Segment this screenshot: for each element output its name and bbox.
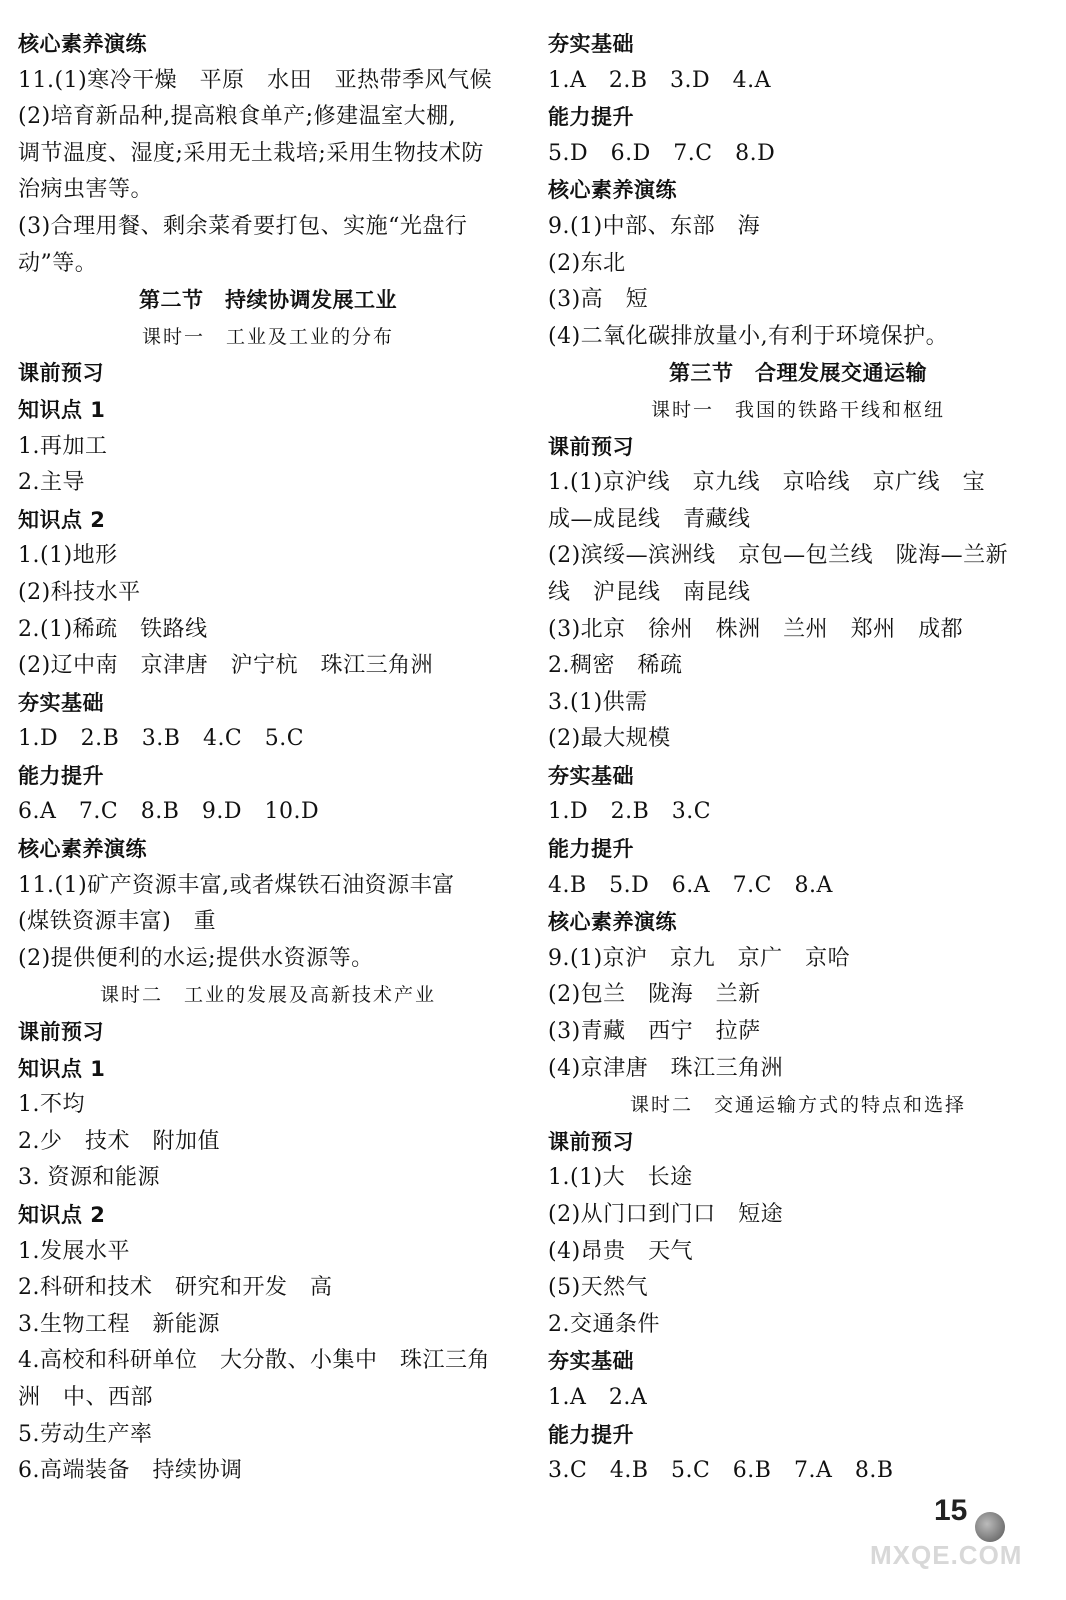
answer-line: (3)高 短	[548, 287, 649, 313]
section-heading: 核心素养演练	[548, 910, 677, 935]
answer-line: (2)包兰 陇海 兰新	[548, 982, 761, 1008]
section-heading: 能力提升	[548, 837, 634, 862]
answer-line: 6.高端装备 持续协调	[18, 1458, 243, 1484]
answer-line: 9.(1)中部、东部 海	[548, 213, 761, 239]
section-heading: 课前预习	[18, 1020, 104, 1045]
chapter-title: 第三节 合理发展交通运输	[669, 361, 927, 386]
watermark: MXQE.COM	[870, 1540, 1023, 1570]
answer-line: (2)滨绥—滨洲线 京包—包兰线 陇海—兰新	[548, 543, 1009, 569]
answer-line: 调节温度、湿度;采用无土栽培;采用生物技术防	[18, 140, 484, 166]
answer-line: 2.交通条件	[548, 1311, 660, 1337]
answer-line: 11.(1)矿产资源丰富,或者煤铁石油资源丰富	[18, 872, 455, 898]
answer-line: 2.少 技术 附加值	[18, 1128, 220, 1154]
section-heading: 核心素养演练	[18, 837, 147, 862]
answer-line: 2.科研和技术 研究和开发 高	[18, 1275, 333, 1301]
answer-line: 3.C 4.B 5.C 6.B 7.A 8.B	[548, 1458, 894, 1484]
answer-line: (煤铁资源丰富) 重	[18, 909, 217, 935]
answer-line: 1.A 2.B 3.D 4.A	[548, 67, 772, 93]
section-heading: 能力提升	[548, 1422, 634, 1447]
answer-line: (3)合理用餐、剩余菜肴要打包、实施“光盘行	[18, 213, 468, 239]
answer-line: (2)辽中南 京津唐 沪宁杭 珠江三角洲	[18, 653, 434, 679]
section-heading: 核心素养演练	[548, 178, 677, 203]
answer-line: (5)天然气	[548, 1275, 649, 1301]
answer-line: (2)东北	[548, 250, 626, 276]
lesson-title: 课时二 工业的发展及高新技术产业	[99, 984, 436, 1007]
section-heading: 夯实基础	[18, 690, 104, 715]
answer-line: 1.(1)京沪线 京九线 京哈线 京广线 宝	[548, 470, 986, 496]
answer-line: 1.发展水平	[18, 1238, 130, 1264]
section-heading: 夯实基础	[548, 1349, 634, 1374]
answer-line: 3. 资源和能源	[18, 1165, 160, 1191]
page-corner-badge-icon	[975, 1512, 1005, 1542]
answer-line: 1.(1)大 长途	[548, 1165, 693, 1191]
answer-line: 5.D 6.D 7.C 8.D	[548, 140, 776, 166]
answer-line: (2)培育新品种,提高粮食单产;修建温室大棚,	[18, 104, 457, 130]
answer-line: 6.A 7.C 8.B 9.D 10.D	[18, 799, 320, 825]
left-column	[18, 26, 518, 1490]
answer-line: 5.劳动生产率	[18, 1421, 153, 1447]
right-column	[548, 26, 1048, 1490]
answer-line: 9.(1)京沪 京九 京广 京哈	[548, 945, 851, 971]
answer-line: 4.B 5.D 6.A 7.C 8.A	[548, 872, 833, 898]
section-heading: 课前预习	[548, 1129, 634, 1154]
answer-line: 洲 中、西部	[18, 1384, 154, 1410]
answer-line: 成—成昆线 青藏线	[548, 506, 751, 532]
answer-line: 1.D 2.B 3.B 4.C 5.C	[18, 726, 305, 752]
answer-line: 2.稠密 稀疏	[548, 653, 683, 679]
section-heading: 核心素养演练	[18, 32, 147, 56]
chapter-title: 第二节 持续协调发展工业	[139, 288, 397, 313]
answer-line: 治病虫害等。	[18, 177, 154, 203]
answer-line: 1.再加工	[18, 433, 108, 459]
lesson-title: 课时一 工业及工业的分布	[141, 325, 394, 348]
answer-line: 3.生物工程 新能源	[18, 1311, 220, 1337]
answer-line: 3.(1)供需	[548, 689, 648, 715]
answer-line: (3)青藏 西宁 拉萨	[548, 1019, 761, 1045]
lesson-title: 课时一 我国的铁路干线和枢纽	[650, 398, 945, 421]
section-heading: 课前预习	[548, 434, 634, 459]
section-heading: 能力提升	[548, 105, 634, 130]
section-heading: 知识点 2	[18, 507, 106, 532]
section-heading: 知识点 1	[18, 1056, 106, 1081]
answer-line: (2)最大规模	[548, 726, 671, 752]
answer-line: 动”等。	[18, 250, 98, 276]
answer-line: (3)北京 徐州 株洲 兰州 郑州 成都	[548, 616, 964, 642]
answer-line: 2.(1)稀疏 铁路线	[18, 616, 208, 642]
answer-line: (2)提供便利的水运;提供水资源等。	[18, 945, 374, 971]
page-number: 15	[934, 1494, 968, 1527]
answer-line: 线 沪昆线 南昆线	[548, 579, 751, 605]
section-heading: 知识点 2	[18, 1203, 106, 1227]
section-heading: 夯实基础	[548, 32, 634, 56]
answer-line: (2)从门口到门口 短途	[548, 1202, 784, 1227]
answer-line: 1.A 2.A	[548, 1384, 648, 1410]
answer-line: 1.(1)地形	[18, 543, 118, 569]
answer-line: 1.D 2.B 3.C	[548, 799, 712, 825]
answer-line: 4.高校和科研单位 大分散、小集中 珠江三角	[18, 1348, 490, 1374]
answer-line: 2.主导	[18, 470, 85, 496]
answer-line: (4)京津唐 珠江三角洲	[548, 1055, 784, 1081]
section-heading: 夯实基础	[548, 763, 634, 788]
answer-line: (2)科技水平	[18, 579, 141, 605]
answer-line: (4)昂贵 天气	[548, 1238, 694, 1264]
answer-line: 11.(1)寒冷干燥 平原 水田 亚热带季风气候	[18, 67, 493, 93]
answer-line: 1.不均	[18, 1092, 85, 1118]
section-heading: 能力提升	[18, 763, 104, 788]
section-heading: 课前预习	[18, 361, 104, 386]
answer-line: (4)二氧化碳排放量小,有利于环境保护。	[548, 323, 949, 349]
lesson-title: 课时二 交通运输方式的特点和选择	[629, 1094, 966, 1117]
section-heading: 知识点 1	[18, 397, 106, 422]
